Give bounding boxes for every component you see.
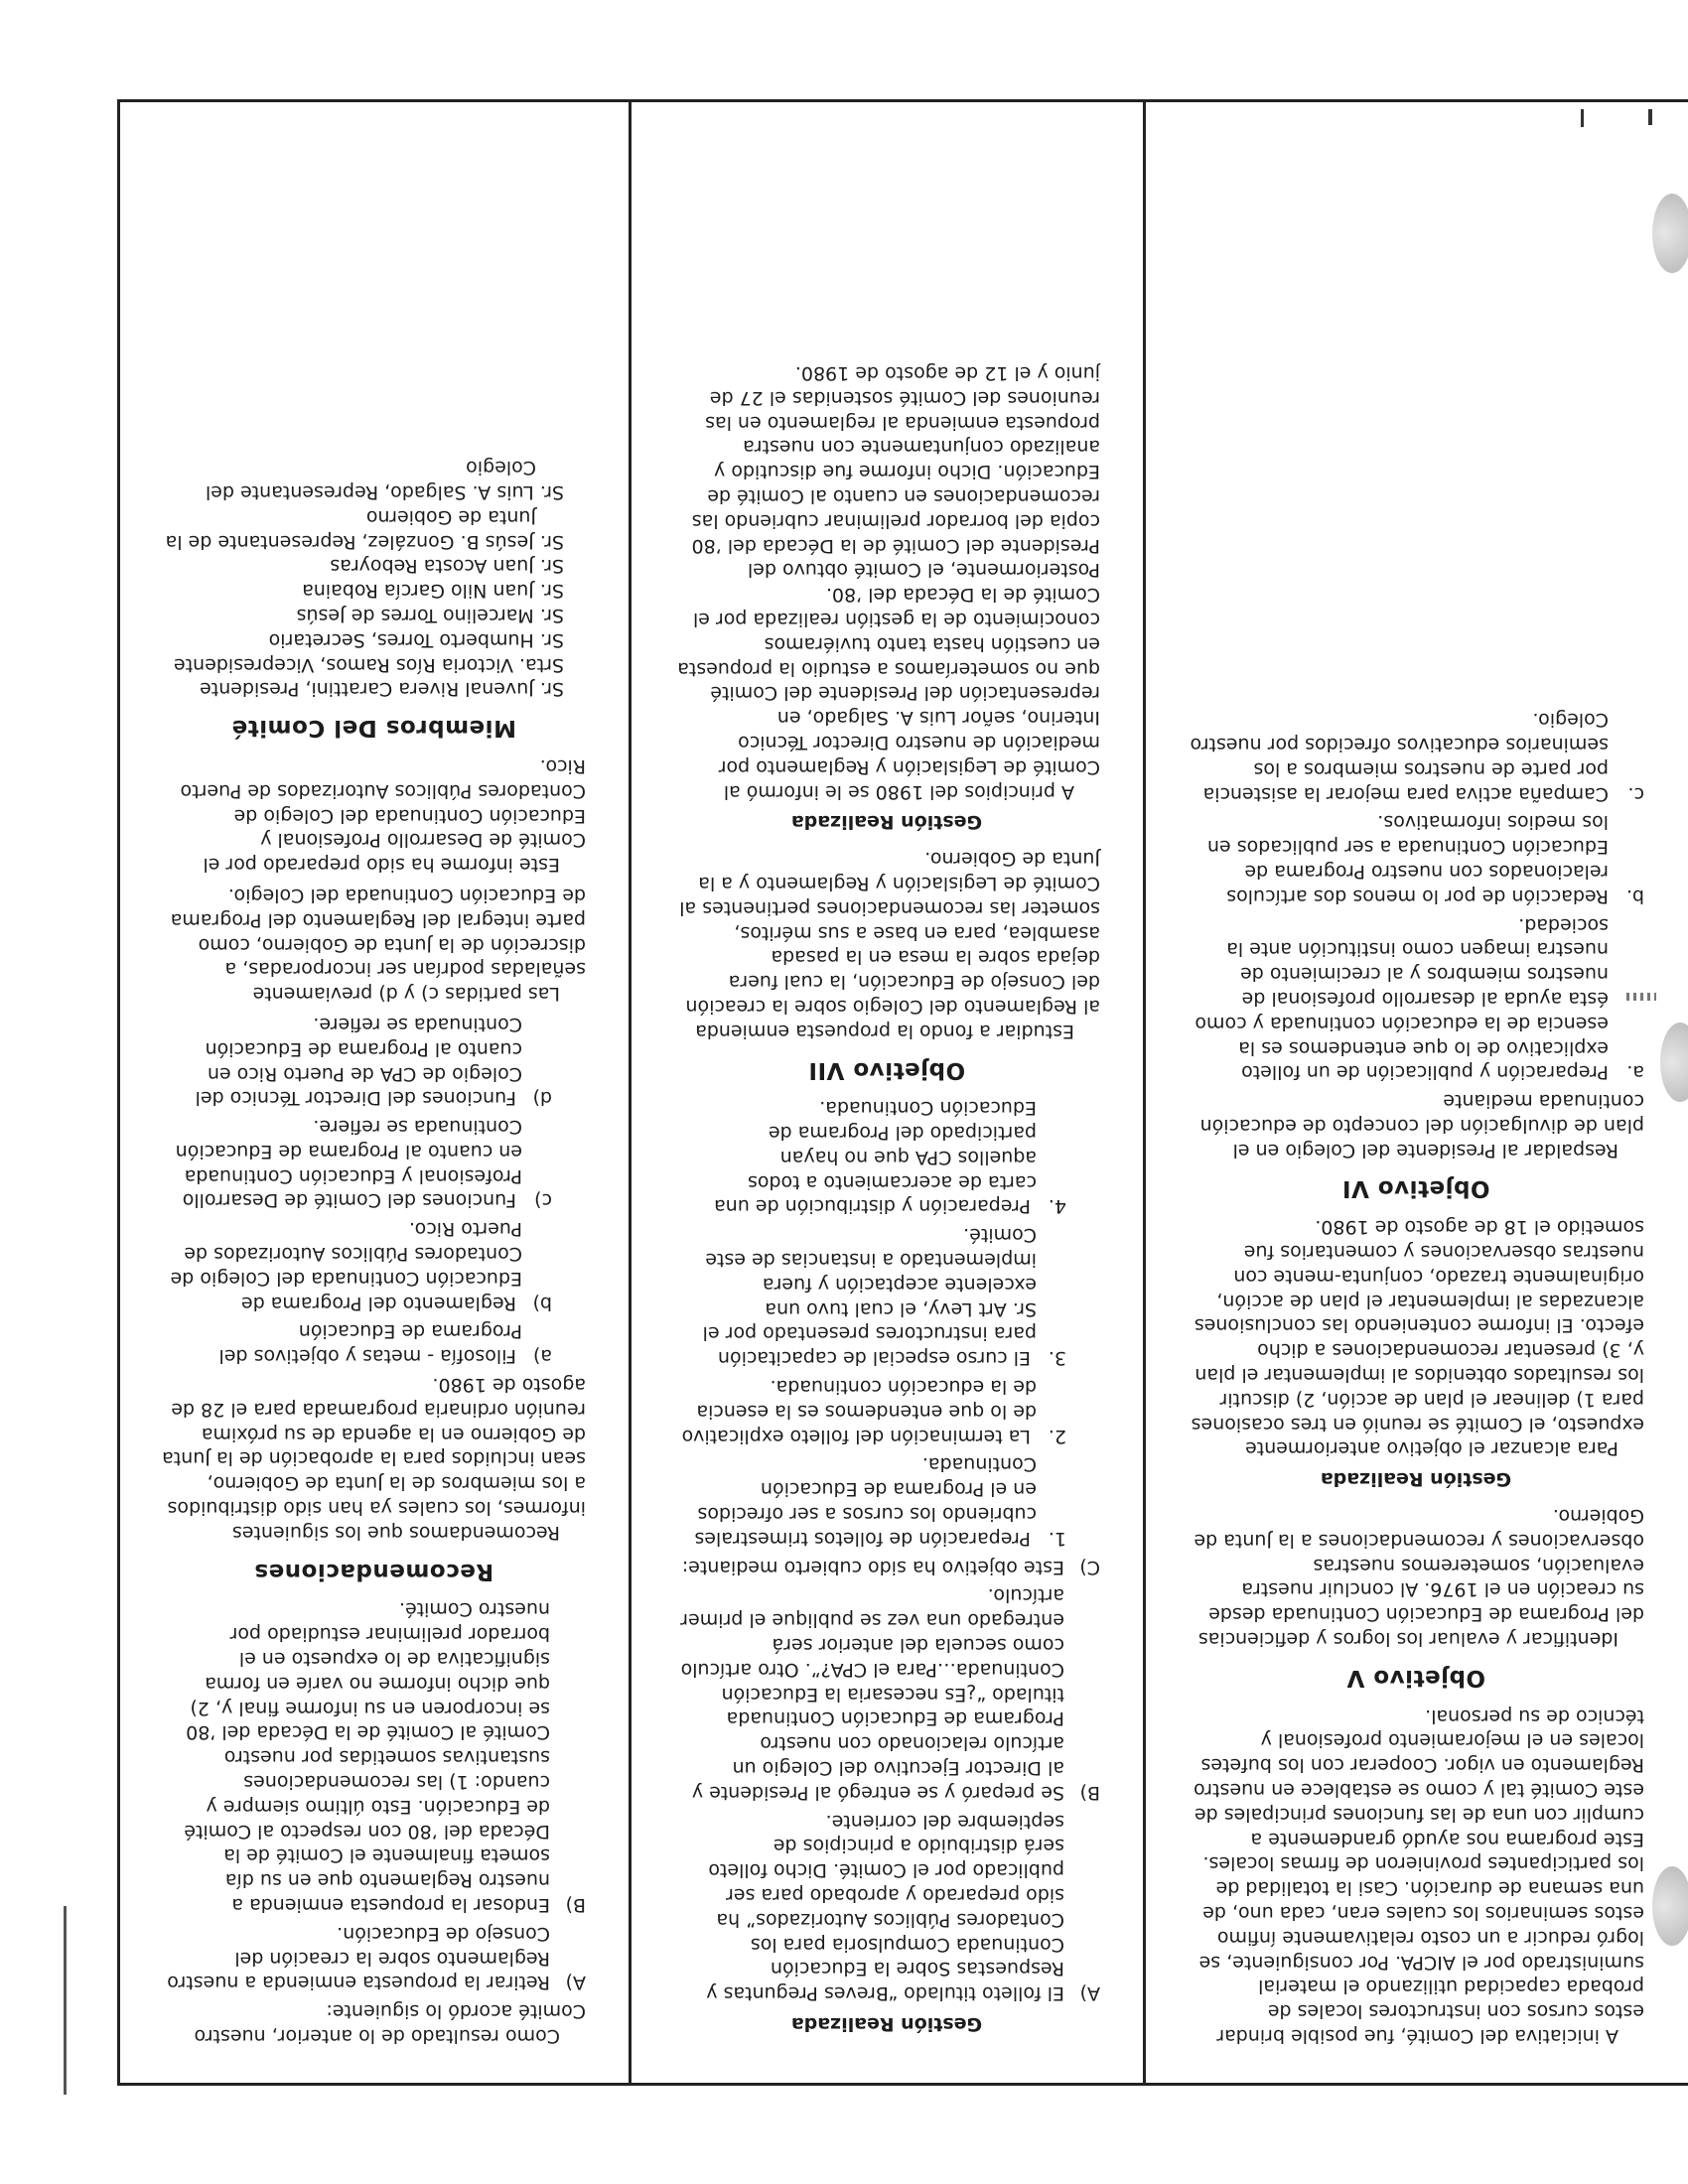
list-item-text: El folleto titulado “Breves Preguntas y Respuestas Sobre la Educación Continuada Compulsoria para los Contadores Públicos Autorizados” ha sido preparado y aprobado para ser publicado por el Comité. Dicho folleto será distribuido a principios de septiembre del corriente. <box>706 1810 1064 2005</box>
list-marker: B) <box>1079 1781 1100 1804</box>
list-item <box>673 1223 1100 1371</box>
list-marker: 4. <box>1048 1195 1066 1218</box>
list-item <box>673 1096 1100 1219</box>
list-item <box>673 1374 1100 1447</box>
list-item-text: Se preparó y se entregó al Presidente y al Director Ejecutivo del Colegio un artículo relacionado con nuestro Programa de Educación Continuada titulado “¿Es necesaria la Educación Continuada…Para el CPA?”. Otro artículo como secuela del anterior será entregado una vez se publique el primer artículo. <box>680 1584 1064 1804</box>
list-marker: 1. <box>1048 1527 1066 1550</box>
list-item-text: La terminación del folleto explicativo de lo que entendemos es la esencia de la educación continuada. <box>681 1376 1037 1447</box>
member-item: Sr. Marcelino Torres de Jesús <box>296 604 564 626</box>
list-item-text: Retirar la propuesta enmienda a nuestro Reglamento sobre la creación del Consejo de Educación. <box>167 1922 550 1994</box>
list-marker: A) <box>1079 1982 1100 2005</box>
member-item: Sr. Jesús B. González, Representante de la Junta de Gobierno <box>165 505 564 553</box>
list-item <box>673 1452 1100 1551</box>
objective-vi-text: Respaldar al Presidente del Colegio en el plan de divulgación del concepto de educación continuada mediante <box>1199 1090 1644 1161</box>
left-intro-paragraph: Como resultado de lo anterior, nuestro Comité acordó lo siguiente: <box>194 2000 586 2047</box>
gestion-v-text: Para alcanzar el objetivo anteriormente expuesto, el Comité se reunió en tres ocasiones para 1) delinear el plan de acción, 2) discutir los resultados obtenidos al implementar el plan y, 3) presentar recomendaciones a dicho efecto. El informe conteniendo las conclusiones alcanzadas al implementar el plan de acción, originalmente trazado, conjunta-mente con nuestras observaciones y comentarios fue sometido el 18 de agosto de 1980. <box>1191 1216 1644 1460</box>
list-marker: C) <box>1079 1556 1100 1578</box>
recommendations-heading: Recomendaciones <box>253 1558 494 1584</box>
list-item <box>1188 707 1644 805</box>
objective-vii-text: Estudiar a fondo la propuesta enmienda al Reglamento del Colegio sobre la creación del Consejo de Educación, la cual fuera dejada sobre la mesa en la pasada asamblea, para en base a sus méritos, someter las recomendaciones pertinentes al Comité de Legislación y Reglamento y a la Junta de Gobierno. <box>679 848 1100 1042</box>
members-list <box>162 455 586 701</box>
list-item <box>162 1012 586 1110</box>
member-item: Sr. Humberto Torres, Secretario <box>268 628 564 651</box>
list-marker: B) <box>565 1894 586 1917</box>
list-item-text: El curso especial de capacitación para instructores presentado por el Sr. Art Levy, el cual tuvo una excelente aceptación y fuera implementado a instancias de este Comité. <box>702 1224 1037 1370</box>
list-item-text: Preparación y distribución de una carta de acercamiento a todos aquellos CPA que no hayan participado del Programa de Educación Continuada. <box>714 1097 1037 1218</box>
scan-mark <box>1626 993 1656 1001</box>
objective-v-heading: Objetivo V <box>1346 1664 1485 1691</box>
member-item: Srta. Victoria Ríos Ramos, Vicepresidente <box>173 653 564 676</box>
list-item <box>162 1114 586 1212</box>
list-item-text: Funciones del Comité de Desarrollo Profesional y Educación Continuada en cuanto al Programa de Educación Continuada se refiere. <box>175 1116 522 1212</box>
list-item <box>162 1319 586 1369</box>
list-marker: b. <box>1625 885 1644 907</box>
list-item <box>162 1921 586 1994</box>
list-marker: c) <box>534 1189 552 1212</box>
list-item <box>1188 912 1644 1085</box>
gestion-vi-heading: Gestión Realizada <box>790 2013 983 2035</box>
list-item-text: Este objetivo ha sido cubierto mediante: <box>681 1556 1064 1578</box>
gestion-vii-heading: Gestión Realizada <box>790 811 983 834</box>
member-item: Sr. Juvenal Rivera Carattini, Presidente <box>200 678 564 701</box>
scan-mark <box>1648 109 1652 125</box>
member-item: Sr. Luis A. Salgado, Representante del Colegio <box>205 457 564 503</box>
right-intro-paragraph: A iniciativa del Comité, fue posible brindar estos cursos con instructores locales de probada capacidad utilizando el material suministrado por el AICPA. Por consiguiente, se logró reducir a un costo relativamente ínfimo estos seminarios los cuales eran, cada uno, de una semana de duración. Casi la totalidad de los participantes provinieron de firmas locales. Este programa nos ayudó grandemente a cumplir con una de las funciones principales de este Comité tal y como se establece en nuestro Reglamento en vigor. Cooperar con los bufetes locales en el mejoramiento profesional y técnico de su personal. <box>1194 1705 1644 2047</box>
list-item-text: Funciones del Director Técnico del Colegio de CPA de Puerto Rico en cuanto al Programa de Educación Continuada se refiere. <box>195 1013 522 1110</box>
list-marker: A) <box>565 1972 586 1994</box>
prepared-by-text: Este informe ha sido preparado por el Comité de Desarrollo Profesional y Educación Continuada del Colegio de Contadores Públicos Autorizados de Puerto Rico. <box>180 754 586 877</box>
objective-vii-heading: Objetivo VII <box>807 1056 966 1083</box>
objective-v-text: Identificar y evaluar los logros y deficiencias del Programa de Educación Continuada desde su creación en el 1976. Al concluir nuestra evaluación, someteremos nuestras observaciones y recomendaciones a la Junta de Gobierno. <box>1194 1505 1644 1651</box>
list-item-text: Filosofía - metas y objetivos del Programa de Educación <box>218 1320 522 1368</box>
list-item <box>673 1583 1100 1805</box>
scan-mark <box>1581 109 1584 127</box>
punch-hole-icon <box>1652 194 1688 273</box>
list-item-text: Reglamento del Programa de Educación Continuada del Colegio de Contadores Públicos Autorizados de Puerto Rico. <box>170 1218 522 1314</box>
recommendations-text: Recomendamos que los siguientes informes, los cuales ya han sido distribuidos a los miembros de la Junta de Gobierno, sean incluidos para la aprobación de la Junta de Gobierno en la agenda de su próxima reunión ordinaria programada para el 28 de agosto de 1980. <box>162 1374 586 1544</box>
list-marker: a) <box>532 1345 552 1368</box>
recommendations-note: Las partidas c) y d) previamente señaladas podrían ser incorporadas, a discreción de la Junta de Gobierno, como parte integral del Reglamento del Programa de Educación Continuada del Colegio. <box>170 884 586 1006</box>
panel-left <box>1144 100 1688 2086</box>
objective-vi-heading: Objetivo VI <box>1341 1175 1490 1202</box>
list-marker: b) <box>532 1292 552 1314</box>
list-item-text: Campaña activa para mejorar la asistencia por parte de nuestros miembros a los seminarios educativos ofrecidos por nuestro Colegio. <box>1190 709 1609 805</box>
list-item-text: Redacción de por lo menos dos artículos relacionados con nuestro Programa de Educación Continuada a ser publicados en los medios informativos. <box>1206 811 1609 907</box>
member-item: Sr. Juan Nilo García Robaina <box>302 580 564 603</box>
list-marker: a. <box>1626 1061 1644 1084</box>
list-marker: 3. <box>1048 1347 1066 1370</box>
panel-middle <box>630 100 1144 2086</box>
punch-hole-icon <box>1652 1866 1688 1946</box>
list-item <box>673 1809 1100 2005</box>
list-item <box>1188 810 1644 908</box>
list-marker: c. <box>1627 782 1644 805</box>
gestion-vii-text: A principios del 1980 se le informó al Comité de Legislación y Reglamento por mediación de nuestro Director Técnico Interino, señor Luis A. Salgado, en representación del Presidente del Comité que no someteríamos a estudio la propuesta en cuestión hasta tanto tuviéramos conocimiento de la gestión realizada por el Comité de la Década del ’80. Posteriormente, el Comité obtuvo del Presidente del Comité de la Década del ’80 copia del borrador preliminar cubriendo las recomendaciones en cuanto al Comité de Educación. Dicho informe fue discutido y analizado conjuntamente con nuestra propuesta enmienda al reglamento en las reuniones del Comité sostenidas el 27 de junio y el 12 de agosto de 1980. <box>677 362 1100 803</box>
list-item-text: Preparación y publicación de un folleto explicativo de lo que entendemos es la esencia de la educación continuada y como ésta ayuda al desarrollo profesional de nuestros miembros y al crecimiento de nuestra imagen como institución ante la sociedad. <box>1195 913 1609 1084</box>
members-heading: Miembros Del Comité <box>231 715 516 742</box>
scan-mark <box>64 1906 67 2095</box>
list-item-text: Preparación de folletos trimestrales cubriendo los cursos a ser ofrecidos en el Programa de Educación Continuada. <box>694 1453 1037 1550</box>
list-item <box>162 1217 586 1315</box>
list-item <box>162 1597 586 1917</box>
gestion-v-heading: Gestión Realizada <box>1320 1468 1512 1491</box>
list-marker: 2. <box>1048 1425 1066 1447</box>
panel-right <box>118 100 630 2086</box>
list-item-text: Endosar la propuesta enmienda a nuestro Reglamento que en su día someta finalmente el Comité de la Década del ’80 con respecto al Comité de Educación. Esto último siempre y cuando: 1) las recomendaciones sustantivas sometidas por nuestro Comité al Comité de la Década del ’80 se incorporen en su informe final y, 2) que dicho informe no varíe en forma significativa de lo expuesto en el borrador preliminar estudiado por nuestro Comité. <box>184 1598 550 1917</box>
member-item: Sr. Juan Acosta Reboyras <box>330 555 564 578</box>
list-marker: d) <box>532 1087 552 1110</box>
list-item <box>673 1555 1100 1579</box>
